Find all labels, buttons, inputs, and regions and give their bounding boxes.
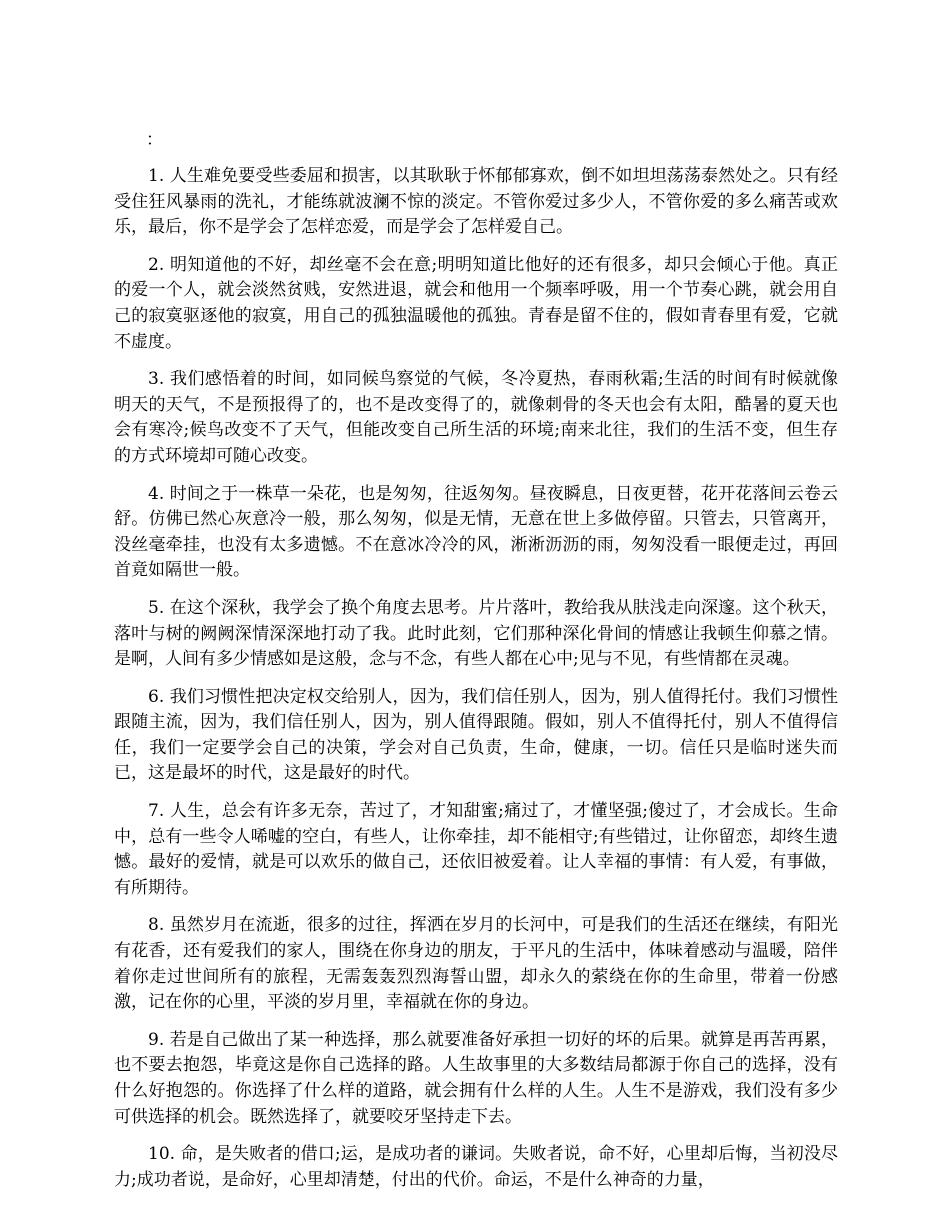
paragraph-2: 2. 明知道他的不好，却丝毫不会在意;明明知道比他好的还有很多，却只会倾心于他。真正的爱一个人，就会淡然贫贱，安然进退，就会和他用一个频率呼吸，用一个节奏心跳，就会用自己的寂寞驱逐他的寂寞，用自己的孤独温暖他的孤独。青春是留不住的，假如青春里有爱，它就不虚度。 (114, 254, 838, 352)
paragraph-10: 10. 命，是失败者的借口;运，是成功者的谦词。失败者说，命不好，心里却后悔，当初没尽力;成功者说，是命好，心里却清楚，付出的代价。命运，不是什么神奇的力量， (114, 1144, 838, 1190)
paragraph-5: 5. 在这个深秋，我学会了换个角度去思考。片片落叶，教给我从肤浅走向深邃。这个秋天，落叶与树的阙阙深情深深地打动了我。此时此刻，它们那种深化骨间的情感让我顿生仰慕之情。是啊，人间有多少情感如是这般，念与不念，有些人都在心中;见与不见，有些情都在灵魂。 (114, 597, 838, 670)
paragraph-4: 4. 时间之于一株草一朵花，也是匆匆，往返匆匆。昼夜瞬息，日夜更替，花开花落间云卷云舒。仿佛已然心灰意冷一般，那么匆匆，似是无情，无意在世上多做停留。只管去，只管离开，没丝毫牵挂，也没有太多遗憾。不在意冰冷冷的风，淅淅沥沥的雨，匆匆没看一眼便走过，再回首竟如隔世一般。 (114, 483, 838, 581)
paragraph-3: 3. 我们感悟着的时间，如同候鸟察觉的气候，冬冷夏热，春雨秋霜;生活的时间有时候就像明天的天气，不是预报得了的，也不是改变得了的，就像刺骨的冬天也会有太阳，酷暑的夏天也会有寒冷;候鸟改变不了天气，但能改变自己所生活的环境;南来北往，我们的生活不变，但生存的方式环境却可随心改变。 (114, 369, 838, 466)
lead-colon: ： (146, 130, 163, 150)
paragraph-1: 1. 人生难免要受些委屈和损害，以其耿耿于怀郁郁寡欢，倒不如坦坦荡荡泰然处之。只有经受住狂风暴雨的洗礼，才能练就波澜不惊的淡定。不管你爱过多少人，不管你爱的多么痛苦或欢乐，最后，你不是学会了怎样恋爱，而是学会了怎样爱自己。 (114, 166, 838, 238)
paragraph-9: 9. 若是自己做出了某一种选择，那么就要准备好承担一切好的坏的后果。就算是再苦再累，也不要去抱怨，毕竟这是你自己选择的路。人生故事里的大多数结局都源于你自己的选择，没有什么好抱怨的。你选择了什么样的道路，就会拥有什么样的人生。人生不是游戏，我们没有多少可供选择的机会。既然选择了，就要咬牙坚持走下去。 (114, 1029, 838, 1127)
paragraph-7: 7. 人生，总会有许多无奈，苦过了，才知甜蜜;痛过了，才懂坚强;傻过了，才会成长。生命中，总有一些令人唏嘘的空白，有些人，让你牵挂，却不能相守;有些错过，让你留恋，却终生遗憾。最好的爱情，就是可以欢乐的做自己，还依旧被爱着。让人幸福的事情：有人爱，有事做，有所期待。 (114, 801, 838, 898)
paragraph-8: 8. 虽然岁月在流逝，很多的过往，挥洒在岁月的长河中，可是我们的生活还在继续，有阳光有花香，还有爱我们的家人，围绕在你身边的朋友，于平凡的生活中，体味着感动与温暖，陪伴着你走过世间所有的旅程，无需轰轰烈烈海誓山盟，却永久的萦绕在你的生命里，带着一份感激，记在你的心里，平淡的岁月里，幸福就在你的身边。 (114, 915, 838, 1013)
paragraph-6: 6. 我们习惯性把决定权交给别人，因为，我们信任别人，因为，别人值得托付。我们习惯性跟随主流，因为，我们信任别人，因为，别人值得跟随。假如，别人不值得托付，别人不值得信任，我们一定要学会自己的决策，学会对自己负责，生命，健康，一切。信任只是临时迷失而已，这是最坏的时代，这是最好的时代。 (114, 686, 838, 784)
